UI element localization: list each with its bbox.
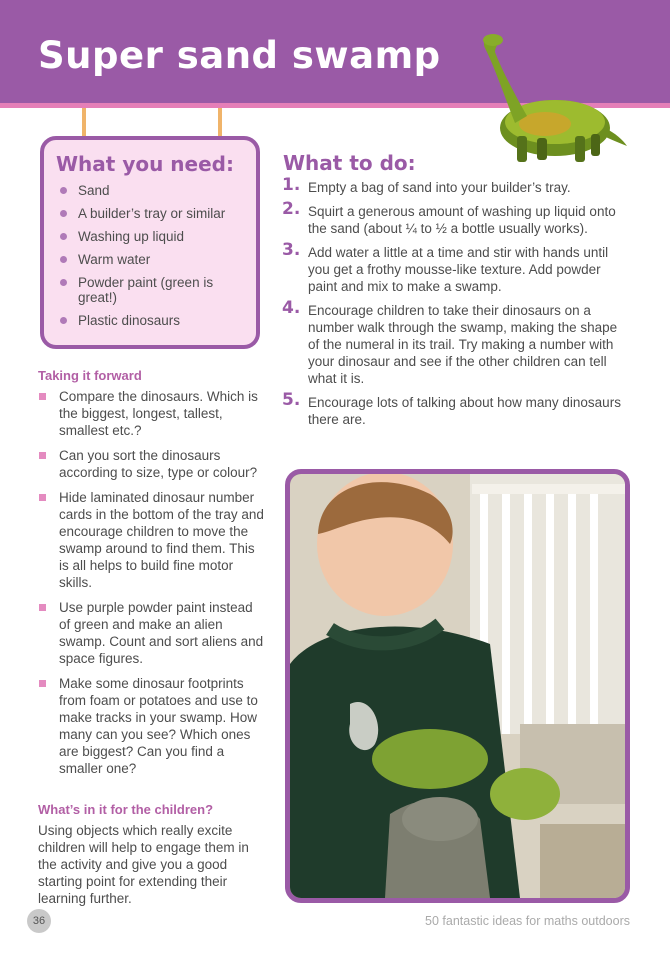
list-item: Use purple powder paint instead of green and make an alien swamp. Count and sort aliens and space figures. bbox=[38, 599, 266, 667]
what-to-do-list bbox=[282, 175, 632, 435]
list-item: Plastic dinosaurs bbox=[58, 313, 248, 328]
what-to-do-heading: What to do: bbox=[283, 151, 416, 175]
list-item: Sand bbox=[58, 183, 248, 198]
taking-it-forward-list bbox=[38, 388, 266, 785]
list-item: Hide laminated dinosaur number cards in the bottom of the tray and encourage children to move the swamp around to find them. This is all helps to build fine motor skills. bbox=[38, 489, 266, 591]
list-item: Make some dinosaur footprints from foam or potatoes and use to make tracks in your swamp. How many can you see? Which ones are biggest? Can you find a smaller one? bbox=[38, 675, 266, 777]
activity-photo bbox=[285, 469, 630, 903]
step-text: Empty a bag of sand into your builder’s tray. bbox=[308, 180, 571, 195]
step-text: Squirt a generous amount of washing up liquid onto the sand (about ¼ to ½ a bottle usually works). bbox=[308, 204, 616, 236]
list-item: Compare the dinosaurs. Which is the biggest, longest, tallest, smallest etc.? bbox=[38, 388, 266, 439]
step-item bbox=[282, 175, 632, 196]
list-item: Warm water bbox=[58, 252, 248, 267]
page-number-badge: 36 bbox=[27, 909, 51, 933]
list-item: Powder paint (green is great!) bbox=[58, 275, 248, 305]
box-hanger-right bbox=[218, 108, 222, 136]
step-text: Encourage children to take their dinosaurs on a number walk through the swamp, making the shape of the numeral in its trail. Try making a number with your dinosaur and see if the other children can tell what it is. bbox=[308, 303, 618, 386]
list-item: A builder’s tray or similar bbox=[58, 206, 248, 221]
step-number: 4. bbox=[282, 298, 301, 318]
page-title: Super sand swamp bbox=[38, 34, 441, 77]
step-item bbox=[282, 298, 632, 387]
taking-it-forward-heading: Taking it forward bbox=[38, 368, 142, 383]
list-item: Washing up liquid bbox=[58, 229, 248, 244]
list-item: Can you sort the dinosaurs according to size, type or colour? bbox=[38, 447, 266, 481]
dinosaur-image bbox=[455, 28, 630, 163]
box-hanger-left bbox=[82, 108, 86, 136]
whats-in-it-heading: What’s in it for the children? bbox=[38, 802, 214, 817]
step-item bbox=[282, 240, 632, 295]
step-item bbox=[282, 199, 632, 237]
step-number: 3. bbox=[282, 240, 301, 260]
step-text: Add water a little at a time and stir with hands until you get a frothy mousse-like texture. Add powder paint and mix to make a swamp. bbox=[308, 245, 609, 294]
whats-in-it-text: Using objects which really excite children will help to engage them in the activity and give you a good starting point for extending their learning further. bbox=[38, 823, 249, 906]
step-number: 2. bbox=[282, 199, 301, 219]
step-number: 5. bbox=[282, 390, 301, 410]
what-you-need-list bbox=[58, 183, 248, 336]
what-you-need-heading: What you need: bbox=[56, 152, 234, 176]
what-you-need-box bbox=[40, 136, 260, 349]
step-item bbox=[282, 390, 632, 428]
step-text: Encourage lots of talking about how many dinosaurs there are. bbox=[308, 395, 621, 427]
footer-book-title: 50 fantastic ideas for maths outdoors bbox=[425, 914, 630, 928]
step-number: 1. bbox=[282, 175, 301, 195]
